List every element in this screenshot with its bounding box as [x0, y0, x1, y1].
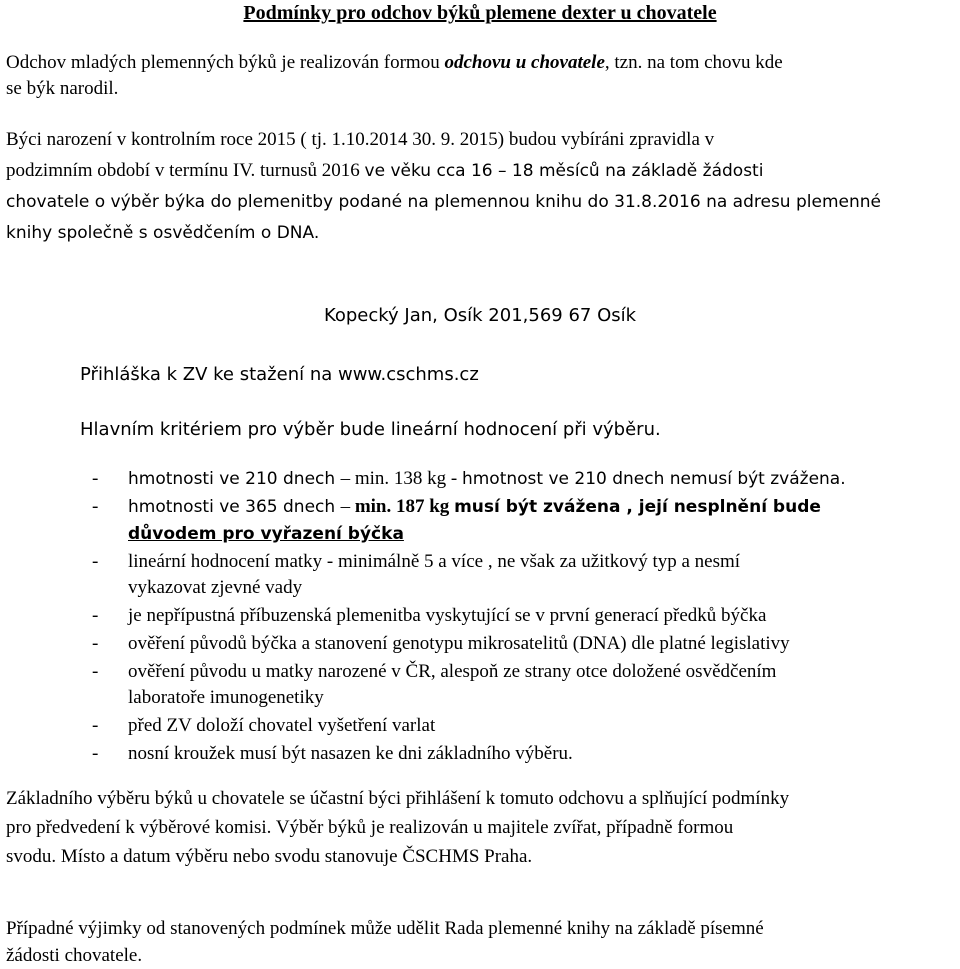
intro-line-2: se býk narodil.: [6, 78, 119, 99]
criteria-text-part: laboratoře imunogenetiky: [128, 687, 324, 708]
para2-line-2a: podzimním období v termínu IV. turnusů 2016: [6, 160, 365, 181]
criteria-text: [128, 685, 324, 711]
intro-line-1: [6, 50, 783, 76]
contact-address: Kopecký Jan, Osík 201,569 67 Osík: [323, 305, 637, 326]
criteria-text-part: musí být zvážena , její nesplnění bude: [454, 497, 821, 517]
para3-line-3: svodu. Místo a datum výběru nebo svodu stanovuje ČSCHMS Praha.: [6, 846, 533, 867]
list-dash: -: [92, 661, 99, 682]
list-dash: -: [92, 633, 99, 654]
criteria-text: [128, 549, 740, 575]
criteria-text-part: hmotnosti ve 365 dnech: [128, 497, 341, 517]
main-criterion-prefix: Hlavním kritériem pro výběr bude: [80, 419, 391, 440]
criteria-text-part: hmotnosti ve 210 dnech: [128, 469, 341, 489]
criteria-text: [128, 741, 573, 767]
para4-line-1: Případné výjimky od stanovených podmínek může udělit Rada plemenné knihy na základě písemné: [6, 918, 764, 939]
criteria-text: [128, 713, 435, 739]
criteria-text: [128, 575, 302, 601]
list-dash: -: [92, 715, 99, 736]
para2-line-4: knihy společně s osvědčením o DNA.: [6, 223, 320, 243]
intro-text: Odchov mladých plemenných býků je realizován formou: [6, 52, 445, 73]
criteria-text-part: před ZV doloží chovatel vyšetření varlat: [128, 715, 436, 736]
criteria-text-part: lineární hodnocení matky - minimálně 5 a více , ne však za užitkový typ a nesmí: [128, 551, 741, 572]
para2-line-3: chovatele o výběr býka do plemenitby podané na plemennou knihu do 31.8.2016 na adresu plemenné: [6, 192, 881, 212]
criteria-text-part: –: [340, 496, 351, 517]
para2-line-2: [6, 158, 763, 184]
criteria-text: [128, 521, 404, 547]
criteria-text: [128, 494, 821, 520]
main-criterion-underlined: lineární hodnocení při výběru.: [390, 419, 661, 440]
criteria-text-part: hmotnost ve 210 dnech nemusí být zvážena.: [461, 469, 846, 489]
criteria-text: [128, 659, 776, 685]
criteria-text-part: min. 187 kg: [350, 496, 455, 517]
criteria-text-part: nosní kroužek musí být nasazen ke dni základního výběru.: [128, 743, 573, 764]
intro-text-end: , tzn. na tom chovu kde: [604, 52, 783, 73]
para4-line-2: žádosti chovatele.: [6, 945, 143, 966]
para2-line-1: Býci narození v kontrolním roce 2015 ( tj. 1.10.2014 30. 9. 2015) budou vybíráni zpravidla v: [6, 129, 715, 150]
para2-line-2b: ve věku cca 16 – 18 měsíců na základě žádosti: [364, 161, 764, 181]
criteria-text: [128, 466, 846, 492]
intro-emphasis: odchovu u chovatele: [444, 52, 605, 73]
criteria-text-part: min. 138 kg -: [350, 468, 462, 489]
list-dash: -: [92, 468, 99, 489]
main-criterion: [80, 417, 661, 443]
para3-line-1: Základního výběru býků u chovatele se účastní býci přihlášení k tomuto odchovu a splňující podmínky: [6, 788, 790, 809]
list-dash: -: [92, 605, 99, 626]
list-dash: -: [92, 551, 99, 572]
criteria-text: [128, 603, 766, 629]
list-dash: -: [92, 496, 99, 517]
application-form-note: Přihláška k ZV ke stažení na www.cschms.cz: [80, 364, 479, 385]
criteria-text-part: je nepřípustná příbuzenská plemenitba vyskytující se v první generací předků býčka: [128, 605, 767, 626]
list-dash: -: [92, 743, 99, 764]
criteria-text: [128, 631, 790, 657]
document-title: Podmínky pro odchov býků plemene dexter u chovatele: [243, 2, 717, 24]
criteria-text-part: –: [340, 468, 351, 489]
criteria-text-part: vykazovat zjevné vady: [128, 577, 303, 598]
criteria-text-part: důvodem pro vyřazení býčka: [128, 524, 404, 544]
criteria-text-part: ověření původu u matky narozené v ČR, alespoň ze strany otce doložené osvědčením: [128, 661, 777, 682]
para3-line-2: pro předvedení k výběrové komisi. Výběr býků je realizován u majitele zvířat, případně formou: [6, 817, 734, 838]
criteria-text-part: ověření původů býčka a stanovení genotypu mikrosatelitů (DNA) dle platné legislativy: [128, 633, 790, 654]
